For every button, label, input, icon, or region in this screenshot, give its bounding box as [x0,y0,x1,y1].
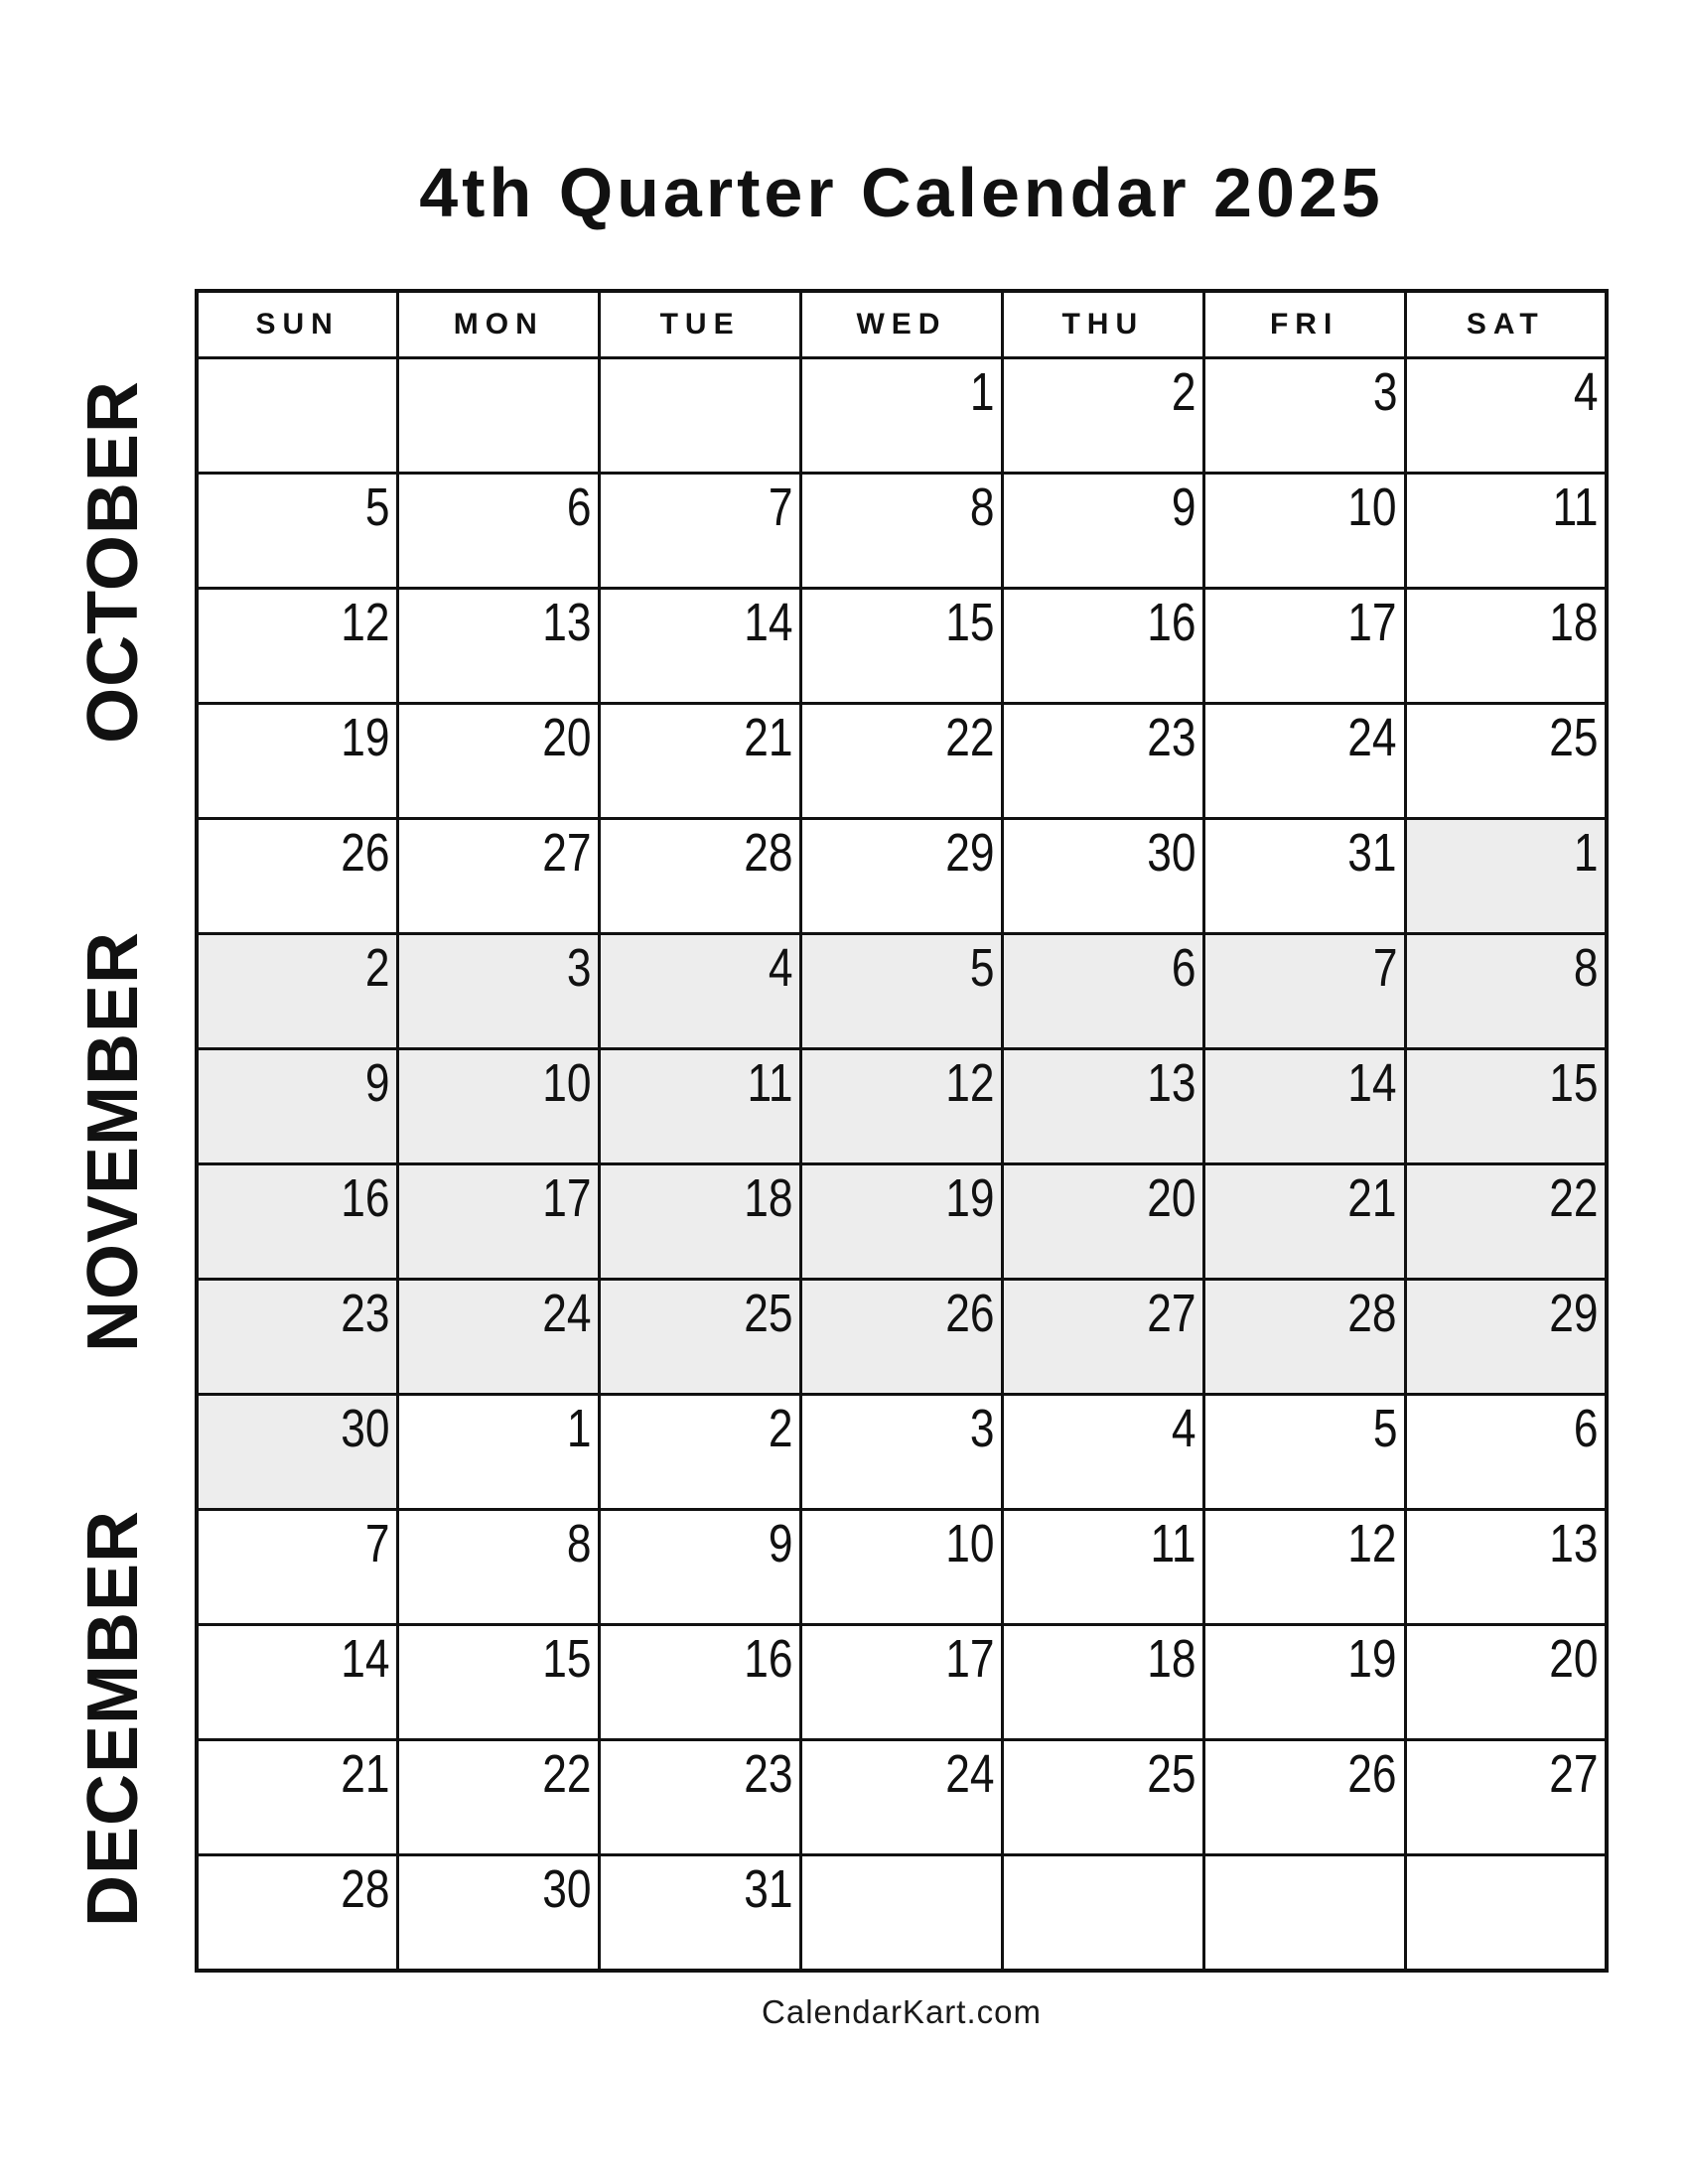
day-number: 18 [744,1168,793,1228]
day-cell [1002,934,1203,1049]
day-cell [197,474,398,589]
day-number: 8 [969,478,995,537]
day-number: 23 [744,1744,793,1804]
day-number: 25 [1549,708,1599,767]
day-cell [197,704,398,819]
day-cell [197,819,398,934]
day-number: 3 [1372,362,1398,422]
day-cell [1203,1740,1405,1855]
day-number: 14 [1347,1053,1398,1113]
day-cell [1002,1395,1203,1510]
day-cell [398,474,600,589]
day-number: 23 [1146,708,1196,767]
footer-branding: CalendarKart.com [762,1993,1042,2030]
calendar-week-row [197,1855,1607,1972]
day-cell [398,819,600,934]
day-number [1397,1863,1404,1869]
day-number: 2 [768,1399,793,1458]
day-number: 10 [1347,478,1398,537]
day-cell [1203,704,1405,819]
day-cell [197,1280,398,1395]
calendar-grid [195,289,1609,1973]
day-cell [398,704,600,819]
day-cell [600,1049,801,1164]
day-number: 19 [945,1168,995,1228]
day-number: 2 [1171,362,1196,422]
day-number: 13 [1549,1514,1599,1573]
day-number: 30 [341,1399,390,1458]
day-cell [1002,819,1203,934]
day-cell [1203,819,1405,934]
day-cell [1405,1049,1607,1164]
day-cell [197,1855,398,1972]
day-cell [801,1280,1003,1395]
day-number: 26 [945,1284,995,1343]
day-number: 22 [1549,1168,1599,1228]
day-number [1196,1863,1202,1869]
day-cell [801,1049,1003,1164]
day-number: 6 [1171,938,1196,998]
day-number: 13 [1146,1053,1196,1113]
day-number: 29 [1549,1284,1599,1343]
day-cell [600,1510,801,1625]
day-number: 15 [1549,1053,1599,1113]
day-cell [398,1395,600,1510]
page-title: 4th Quarter Calendar 2025 [419,154,1384,231]
day-number: 1 [1573,823,1599,883]
day-cell [1203,1280,1405,1395]
day-number: 4 [1171,1399,1196,1458]
day-number: 6 [1573,1399,1599,1458]
day-number: 17 [945,1629,995,1689]
day-number: 27 [542,823,592,883]
day-cell [801,1395,1003,1510]
day-cell [1002,1740,1203,1855]
day-number: 7 [1372,938,1398,998]
day-cell [1203,358,1405,474]
day-cell [1405,589,1607,704]
day-cell [801,358,1003,474]
day-number: 4 [768,938,793,998]
day-number: 8 [1573,938,1599,998]
day-number [390,366,397,372]
day-number: 25 [1146,1744,1196,1804]
day-cell [600,589,801,704]
day-cell [197,1049,398,1164]
day-number: 17 [1347,593,1398,652]
day-cell [398,1855,600,1972]
day-number: 9 [365,1053,390,1113]
day-number: 27 [1549,1744,1599,1804]
day-cell [600,1625,801,1740]
day-cell [1405,1510,1607,1625]
day-number: 14 [341,1629,390,1689]
day-number: 20 [1146,1168,1196,1228]
day-number [592,366,599,372]
day-number: 12 [1347,1514,1398,1573]
day-cell [1405,1625,1607,1740]
day-cell [1203,934,1405,1049]
day-cell [1405,1280,1607,1395]
day-number: 23 [341,1284,390,1343]
day-number: 10 [945,1514,995,1573]
day-number: 18 [1146,1629,1196,1689]
weekday-header: THU [1002,291,1203,358]
day-number: 21 [1347,1168,1398,1228]
day-number: 15 [542,1629,592,1689]
day-cell [1405,704,1607,819]
calendar-week-row [197,1280,1607,1395]
day-number: 20 [1549,1629,1599,1689]
day-number: 28 [341,1859,390,1919]
day-cell [1203,589,1405,704]
calendar-week-row [197,474,1607,589]
day-cell [1002,704,1203,819]
day-cell [801,1164,1003,1280]
day-cell [600,934,801,1049]
day-number: 24 [542,1284,592,1343]
day-cell [600,819,801,934]
day-cell [600,704,801,819]
month-label-november: NOVEMBER [73,930,153,1353]
empty-day-cell [1405,1855,1607,1972]
day-number: 26 [1347,1744,1398,1804]
day-cell [1002,1049,1203,1164]
day-number: 30 [542,1859,592,1919]
day-number: 5 [365,478,390,537]
day-cell [1203,1510,1405,1625]
day-number: 25 [744,1284,793,1343]
day-cell [1203,474,1405,589]
day-cell [398,1164,600,1280]
day-number: 17 [542,1168,592,1228]
day-cell [1002,1625,1203,1740]
calendar-week-row [197,1049,1607,1164]
day-number: 16 [744,1629,793,1689]
day-number: 2 [365,938,390,998]
weekday-header-row [197,291,1607,358]
day-number: 14 [744,593,793,652]
day-number: 31 [1347,823,1398,883]
day-cell [801,589,1003,704]
calendar-week-row [197,1395,1607,1510]
day-cell [398,589,600,704]
day-number: 22 [945,708,995,767]
day-cell [1002,1164,1203,1280]
day-number: 20 [542,708,592,767]
empty-day-cell [398,358,600,474]
calendar-week-row [197,1164,1607,1280]
day-number: 27 [1146,1284,1196,1343]
day-cell [600,1395,801,1510]
day-number: 12 [945,1053,995,1113]
day-cell [1405,1740,1607,1855]
day-number [994,1863,1001,1869]
day-cell [600,1164,801,1280]
month-label-december: DECEMBER [73,1509,153,1928]
day-cell [1203,1049,1405,1164]
day-number: 3 [969,1399,995,1458]
day-number [792,366,799,372]
day-number: 16 [1146,593,1196,652]
day-number: 24 [945,1744,995,1804]
day-cell [1405,819,1607,934]
day-number: 15 [945,593,995,652]
day-cell [801,704,1003,819]
day-number: 6 [566,478,592,537]
day-number: 11 [1552,478,1599,537]
day-cell [801,934,1003,1049]
day-cell [801,819,1003,934]
day-cell [1002,358,1203,474]
day-cell [1002,1510,1203,1625]
day-cell [197,589,398,704]
day-number: 1 [566,1399,592,1458]
empty-day-cell [801,1855,1003,1972]
day-cell [600,1855,801,1972]
day-cell [197,1740,398,1855]
weekday-header: SAT [1405,291,1607,358]
empty-day-cell [1002,1855,1203,1972]
day-number: 11 [1150,1514,1196,1573]
day-cell [1405,474,1607,589]
day-number: 21 [341,1744,390,1804]
day-number: 5 [1372,1399,1398,1458]
day-cell [398,1280,600,1395]
day-cell [197,1395,398,1510]
day-cell [398,1510,600,1625]
calendar-week-row [197,934,1607,1049]
day-cell [398,934,600,1049]
day-cell [398,1049,600,1164]
day-cell [1405,358,1607,474]
day-number: 8 [566,1514,592,1573]
day-number: 7 [365,1514,390,1573]
weekday-header: TUE [600,291,801,358]
empty-day-cell [600,358,801,474]
day-cell [801,1740,1003,1855]
day-cell [801,1510,1003,1625]
calendar-week-row [197,589,1607,704]
day-number: 29 [945,823,995,883]
weekday-header: FRI [1203,291,1405,358]
day-cell [1203,1625,1405,1740]
calendar-week-row [197,1510,1607,1625]
day-number: 10 [542,1053,592,1113]
day-cell [1002,474,1203,589]
day-number: 18 [1549,593,1599,652]
day-number: 13 [542,593,592,652]
empty-day-cell [197,358,398,474]
day-cell [197,1164,398,1280]
day-cell [801,474,1003,589]
calendar-week-row [197,819,1607,934]
day-cell [1002,1280,1203,1395]
calendar-week-row [197,358,1607,474]
day-cell [1002,589,1203,704]
day-cell [600,1740,801,1855]
day-number [1598,1863,1605,1869]
day-cell [398,1625,600,1740]
day-number: 31 [744,1859,793,1919]
day-number: 28 [1347,1284,1398,1343]
day-cell [197,1510,398,1625]
day-cell [197,934,398,1049]
day-number: 21 [744,708,793,767]
calendar-week-row [197,1740,1607,1855]
month-label-october: OCTOBER [73,380,153,744]
day-cell [1405,1395,1607,1510]
day-cell [801,1625,1003,1740]
day-number: 9 [1171,478,1196,537]
weekday-header: MON [398,291,600,358]
day-cell [1405,934,1607,1049]
day-cell [1405,1164,1607,1280]
day-cell [398,1740,600,1855]
day-number: 16 [341,1168,390,1228]
day-cell [600,474,801,589]
day-number: 28 [744,823,793,883]
calendar-week-row [197,1625,1607,1740]
empty-day-cell [1203,1855,1405,1972]
day-number: 30 [1146,823,1196,883]
weekday-header: WED [801,291,1003,358]
day-number: 24 [1347,708,1398,767]
day-number: 19 [1347,1629,1398,1689]
weekday-header: SUN [197,291,398,358]
day-number: 26 [341,823,390,883]
day-number: 4 [1573,362,1599,422]
day-number: 12 [341,593,390,652]
day-cell [197,1625,398,1740]
day-number: 9 [768,1514,793,1573]
day-cell [600,1280,801,1395]
day-number: 3 [566,938,592,998]
calendar-week-row [197,704,1607,819]
day-number: 19 [341,708,390,767]
day-number: 7 [768,478,793,537]
day-number: 1 [969,362,995,422]
day-number: 5 [969,938,995,998]
day-cell [1203,1164,1405,1280]
day-cell [1203,1395,1405,1510]
day-number: 22 [542,1744,592,1804]
day-number: 11 [747,1053,793,1113]
